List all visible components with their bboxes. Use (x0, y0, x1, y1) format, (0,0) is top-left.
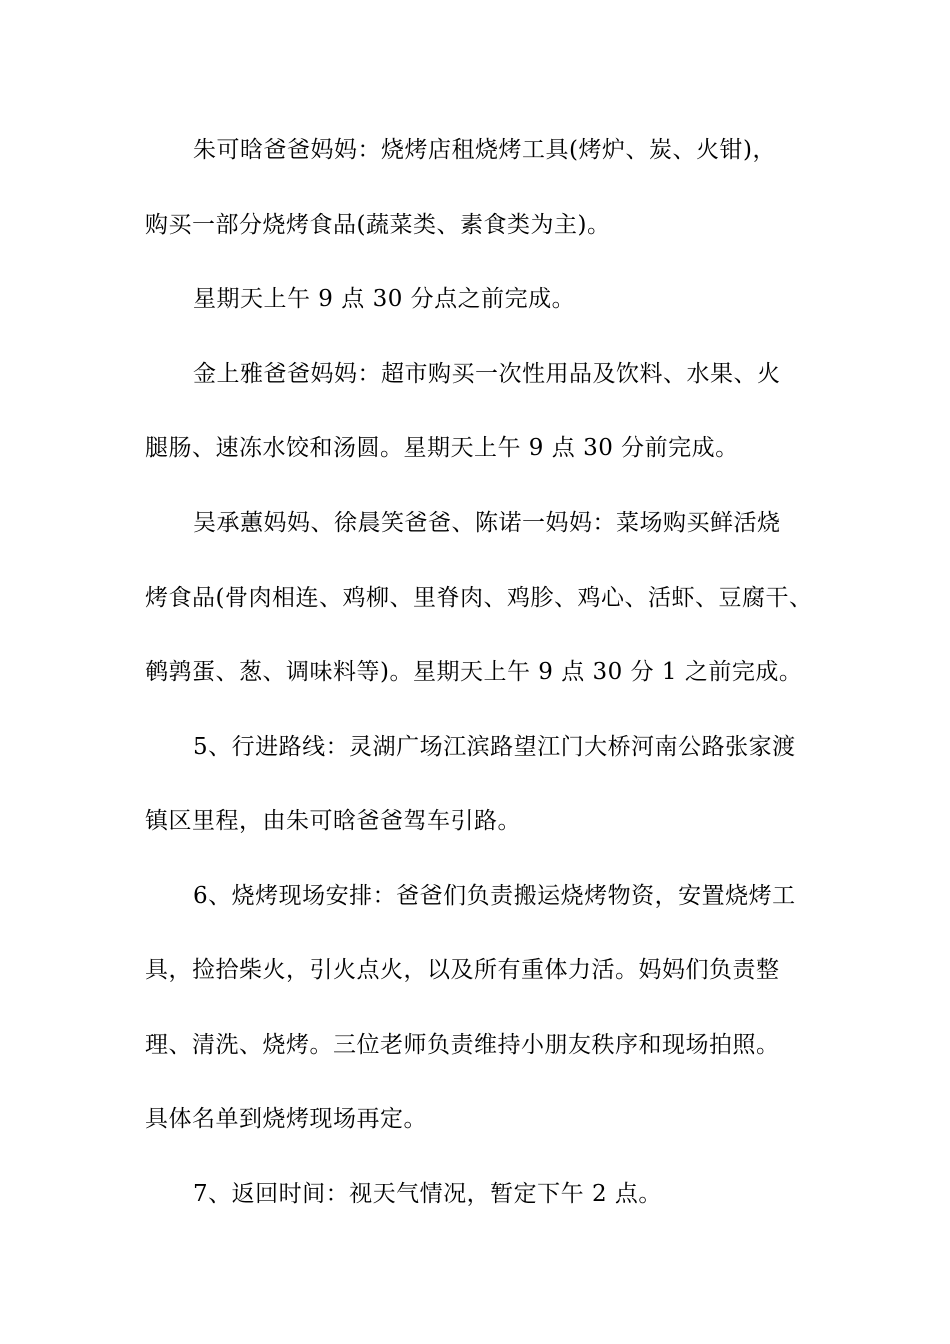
text-line: 朱可晗爸爸妈妈：烧烤店租烧烤工具(烤炉、炭、火钳)， (193, 137, 776, 163)
text-line: 腿肠、速冻水饺和汤圆。星期天上午 9 点 30 分前完成。 (145, 435, 739, 461)
text-line: 购买一部分烧烤食品(蔬菜类、素食类为主)。 (145, 212, 611, 238)
text-line: 金上雅爸爸妈妈：超市购买一次性用品及饮料、水果、火 (193, 361, 781, 387)
text-line: 理、清洗、烧烤。三位老师负责维持小朋友秩序和现场拍照。 (145, 1032, 780, 1058)
text-line: 6、烧烤现场安排：爸爸们负责搬运烧烤物资，安置烧烤工 (193, 883, 796, 909)
text-line: 鹌鹑蛋、葱、调味料等)。星期天上午 9 点 30 分 1 之前完成。 (145, 659, 803, 685)
text-line: 烤食品(骨肉相连、鸡柳、里脊肉、鸡胗、鸡心、活虾、豆腐干、 (145, 585, 813, 611)
text-line: 具体名单到烧烤现场再定。 (145, 1106, 427, 1132)
text-line: 镇区里程，由朱可晗爸爸驾车引路。 (145, 808, 521, 834)
text-line: 5、行进路线：灵湖广场江滨路望江门大桥河南公路张家渡 (193, 734, 796, 760)
text-line: 具，捡拾柴火，引火点火，以及所有重体力活。妈妈们负责整 (145, 957, 780, 983)
text-line: 吴承蕙妈妈、徐晨笑爸爸、陈诺一妈妈：菜场购买鲜活烧 (193, 510, 781, 536)
text-line: 星期天上午 9 点 30 分点之前完成。 (193, 286, 576, 312)
text-line: 7、返回时间：视天气情况，暂定下午 2 点。 (193, 1181, 662, 1207)
